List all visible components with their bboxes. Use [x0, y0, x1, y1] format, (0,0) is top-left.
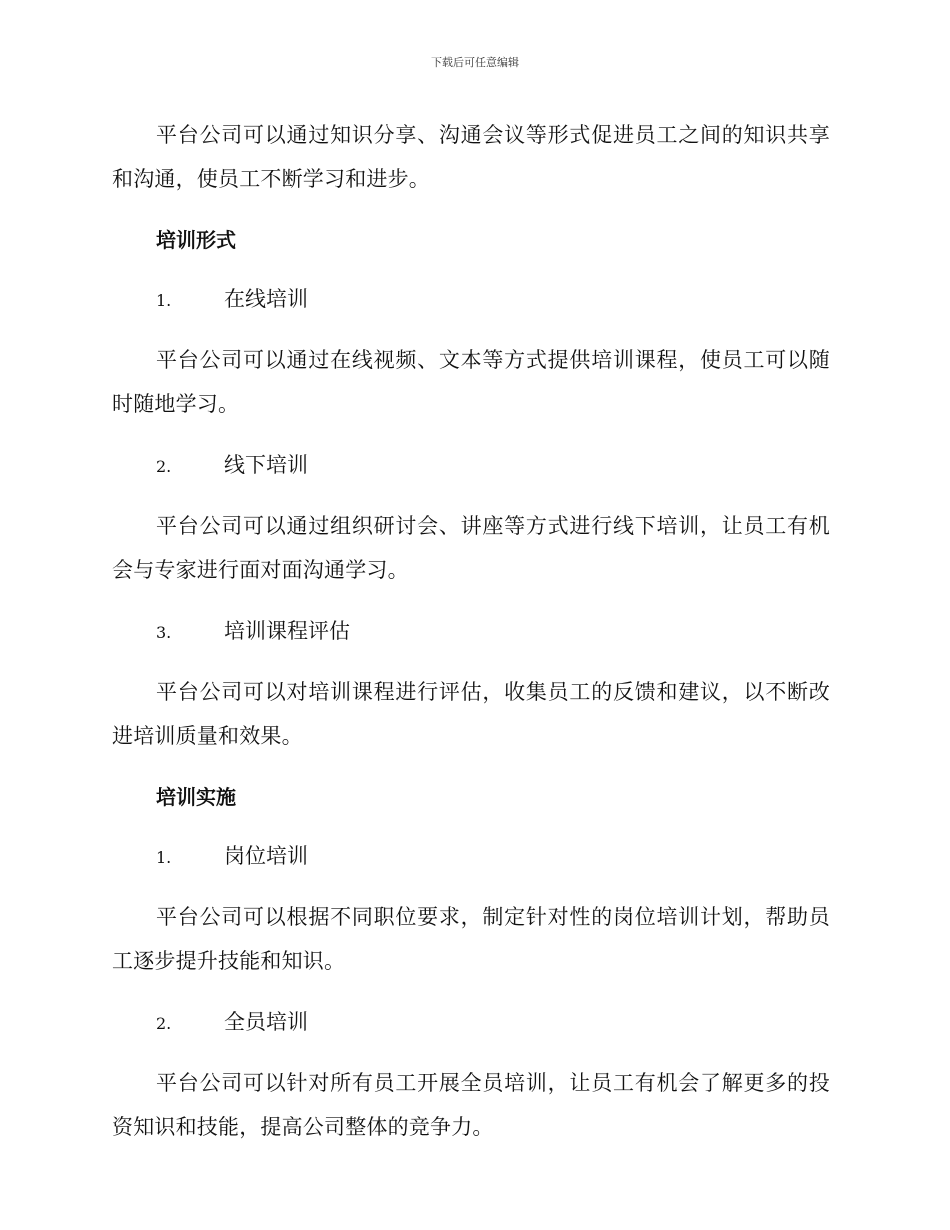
list-item-online-training: [156, 277, 830, 323]
list-item-number: 2.: [156, 1014, 172, 1033]
list-item-title: 全员培训: [224, 1010, 308, 1034]
list-item-all-staff-training: [156, 1000, 830, 1046]
document-body: [112, 113, 830, 1166]
list-item-number: 1.: [156, 291, 172, 310]
list-item-title: 在线培训: [224, 287, 308, 311]
section-heading-training-forms: 培训形式: [156, 228, 236, 252]
list-item-number: 2.: [156, 457, 172, 476]
body-paragraph: 平台公司可以针对所有员工开展全员培训，让员工有机会了解更多的投资知识和技能，提高公司整体的竞争力。: [112, 1071, 830, 1139]
body-paragraph: 平台公司可以根据不同职位要求，制定针对性的岗位培训计划，帮助员工逐步提升技能和知识。: [112, 905, 830, 973]
intro-paragraph: 平台公司可以通过知识分享、沟通会议等形式促进员工之间的知识共享和沟通，使员工不断学习和进步。: [112, 123, 830, 191]
section-heading-training-implementation: 培训实施: [156, 785, 236, 809]
list-item-number: 3.: [156, 623, 172, 642]
list-item-course-evaluation: [156, 609, 830, 655]
list-item-position-training: [156, 834, 830, 880]
list-item-title: 岗位培训: [224, 844, 308, 868]
list-item-offline-training: [156, 443, 830, 489]
list-item-title: 线下培训: [224, 453, 308, 477]
body-paragraph: 平台公司可以对培训课程进行评估，收集员工的反馈和建议，以不断改进培训质量和效果。: [112, 680, 830, 748]
list-item-number: 1.: [156, 848, 172, 867]
page-header: 下载后可任意编辑: [431, 56, 519, 69]
list-item-title: 培训课程评估: [224, 619, 350, 643]
body-paragraph: 平台公司可以通过在线视频、文本等方式提供培训课程，使员工可以随时随地学习。: [112, 348, 830, 416]
body-paragraph: 平台公司可以通过组织研讨会、讲座等方式进行线下培训，让员工有机会与专家进行面对面沟通学习。: [112, 514, 830, 582]
